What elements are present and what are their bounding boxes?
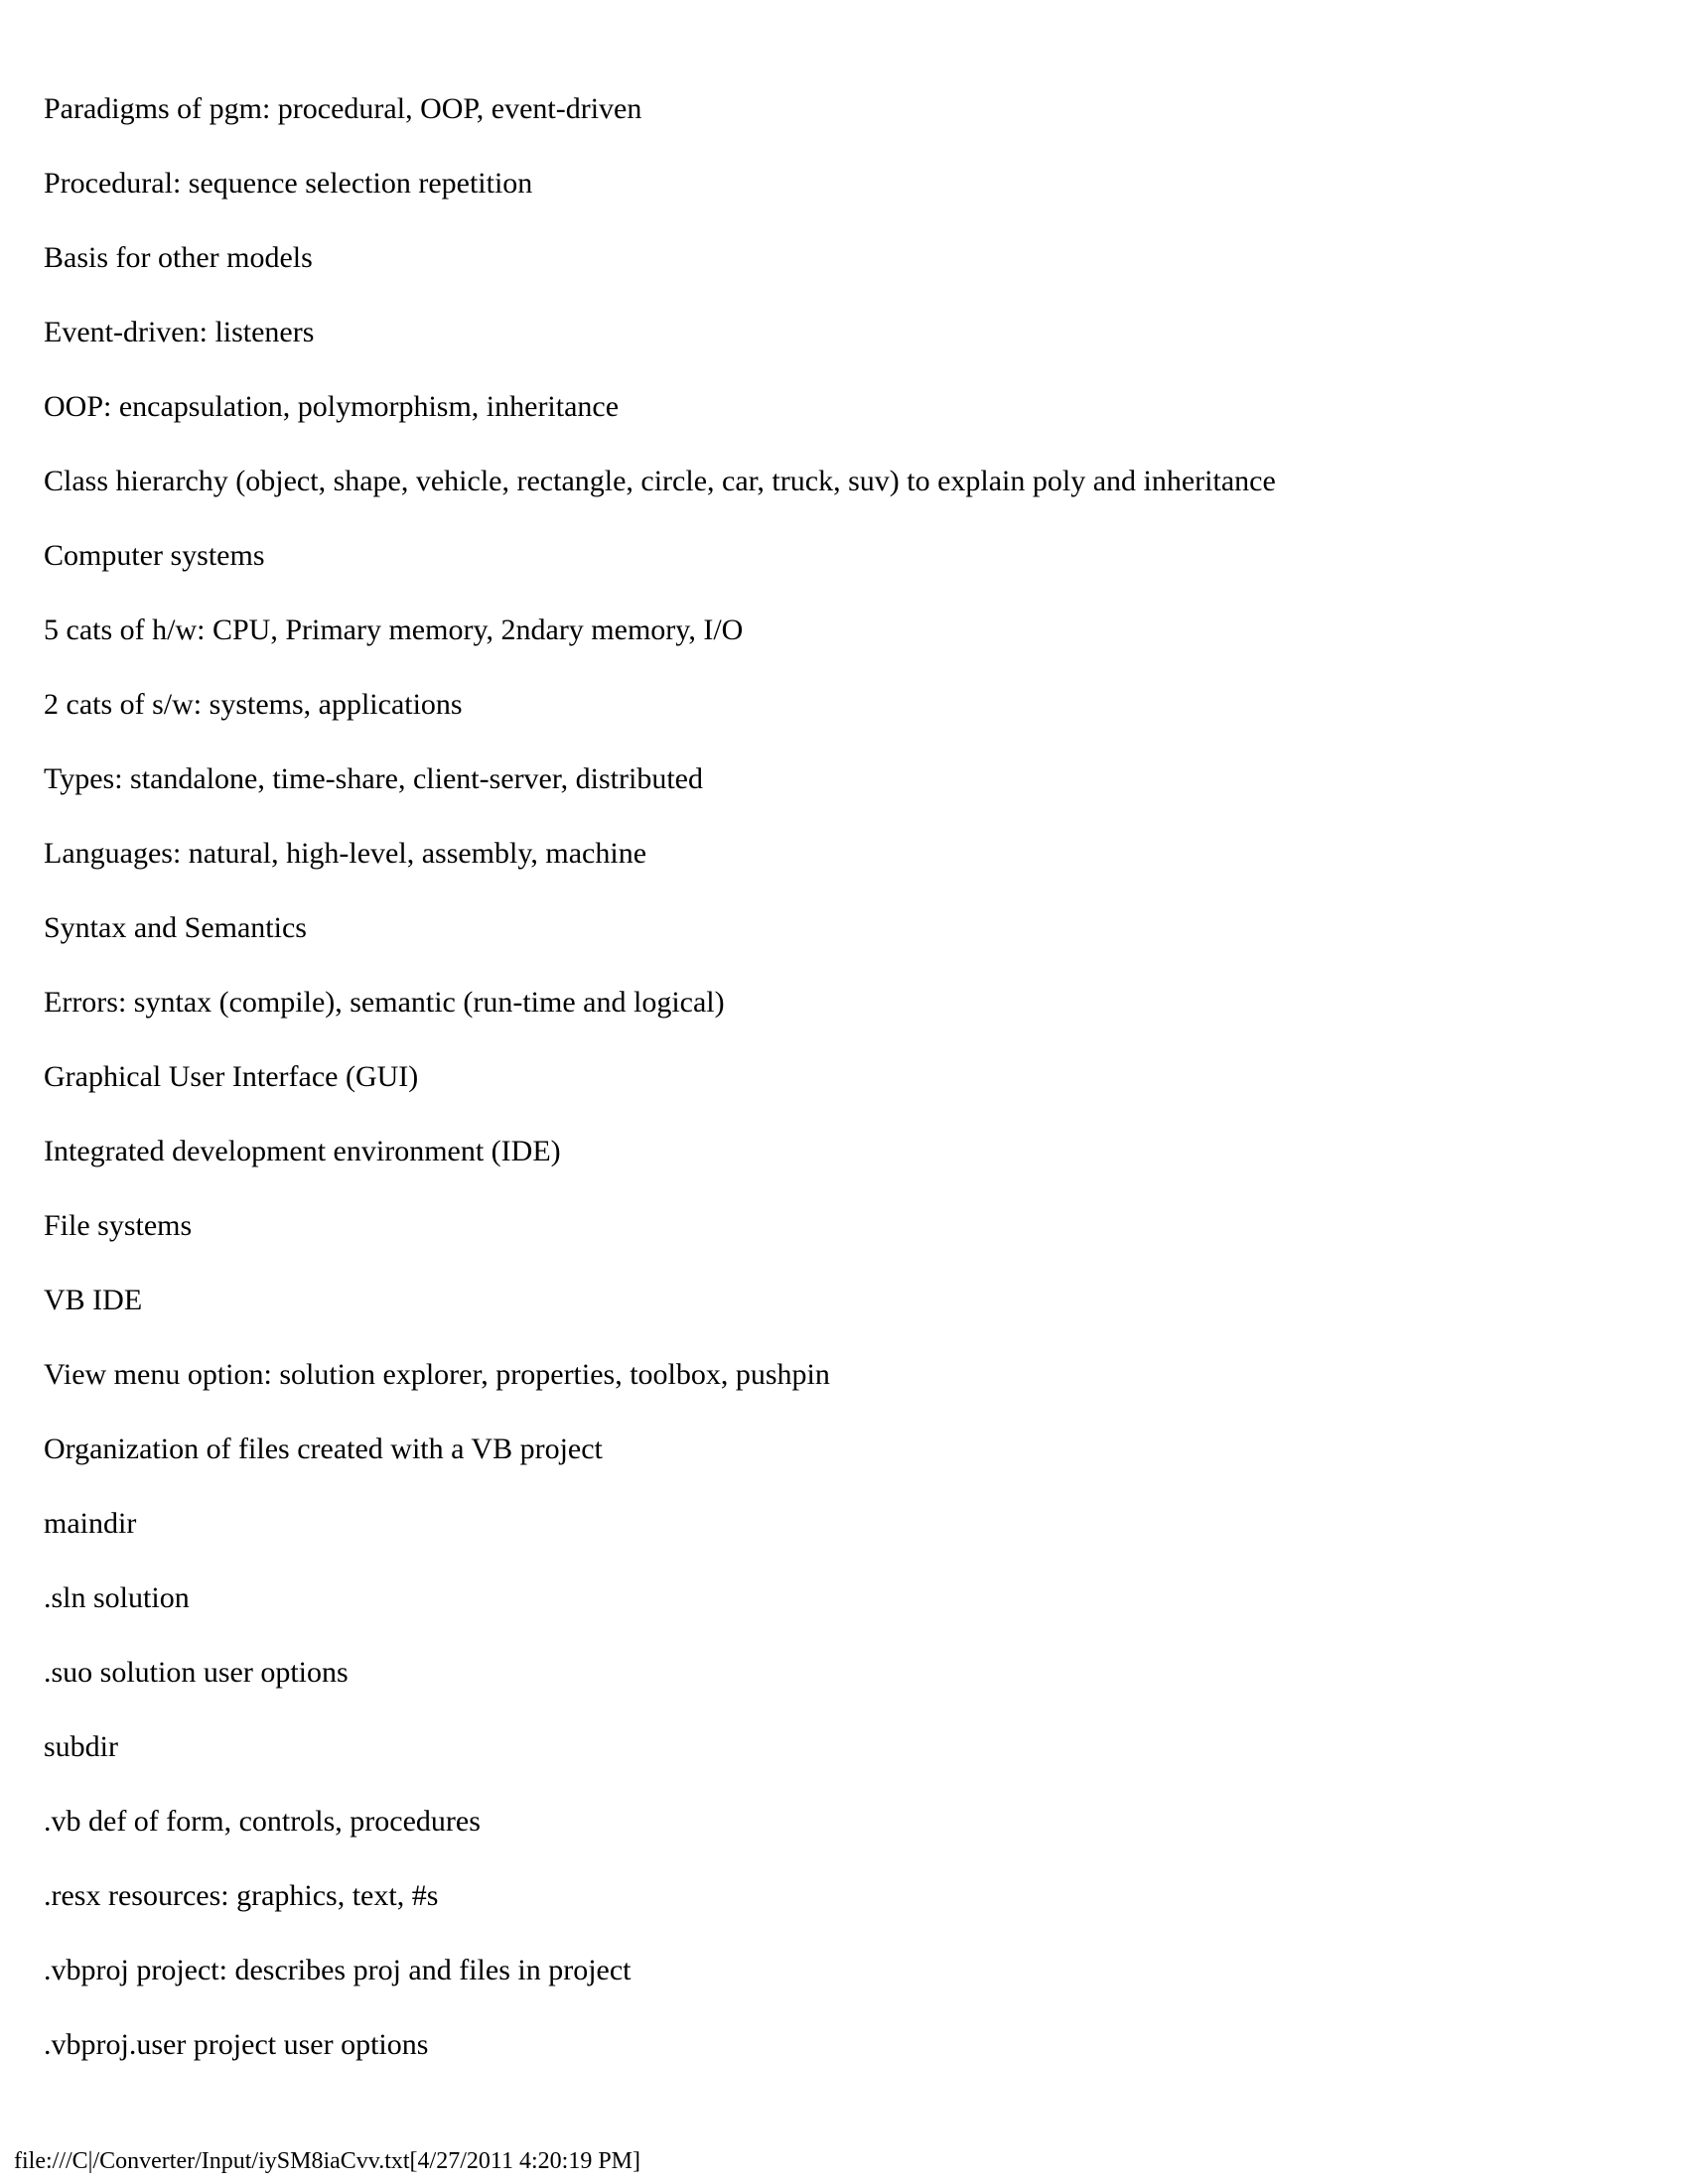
line-procedural: Procedural: sequence selection repetition <box>44 167 533 200</box>
line-vbproj: .vbproj project: describes proj and files in project <box>44 1954 632 1986</box>
line-gui: Graphical User Interface (GUI) <box>44 1060 419 1093</box>
line-maindir: maindir <box>44 1507 137 1540</box>
line-hardware-cats: 5 cats of h/w: CPU, Primary memory, 2ndary memory, I/O <box>44 614 744 646</box>
line-suo: .suo solution user options <box>44 1656 349 1689</box>
line-software-cats: 2 cats of s/w: systems, applications <box>44 688 463 721</box>
line-organization: Organization of files created with a VB project <box>44 1433 603 1465</box>
line-paradigms: Paradigms of pgm: procedural, OOP, event-driven <box>44 92 642 125</box>
line-sln: .sln solution <box>44 1581 190 1614</box>
line-languages: Languages: natural, high-level, assembly, machine <box>44 837 647 870</box>
line-view-menu: View menu option: solution explorer, properties, toolbox, pushpin <box>44 1358 830 1391</box>
line-vbproj-user: .vbproj.user project user options <box>44 2028 429 2061</box>
line-syntax-semantics: Syntax and Semantics <box>44 911 307 944</box>
line-errors: Errors: syntax (compile), semantic (run-time and logical) <box>44 986 725 1019</box>
line-types: Types: standalone, time-share, client-server, distributed <box>44 762 703 795</box>
line-subdir: subdir <box>44 1730 118 1763</box>
line-basis: Basis for other models <box>44 241 313 274</box>
line-vb: .vb def of form, controls, procedures <box>44 1805 481 1838</box>
document-body <box>44 85 1632 2096</box>
line-class-hierarchy: Class hierarchy (object, shape, vehicle, rectangle, circle, car, truck, suv) to explain poly and inheritance <box>44 465 1276 497</box>
line-vb-ide: VB IDE <box>44 1284 143 1316</box>
line-oop: OOP: encapsulation, polymorphism, inheritance <box>44 390 620 423</box>
footer-source-path: file:///C|/Converter/Input/iySM8iaCvv.txt[4/27/2011 4:20:19 PM] <box>14 2148 641 2174</box>
line-resx: .resx resources: graphics, text, #s <box>44 1879 439 1912</box>
line-ide: Integrated development environment (IDE) <box>44 1135 561 1167</box>
line-file-systems: File systems <box>44 1209 193 1242</box>
line-event-driven: Event-driven: listeners <box>44 316 315 348</box>
line-computer-systems: Computer systems <box>44 539 265 572</box>
